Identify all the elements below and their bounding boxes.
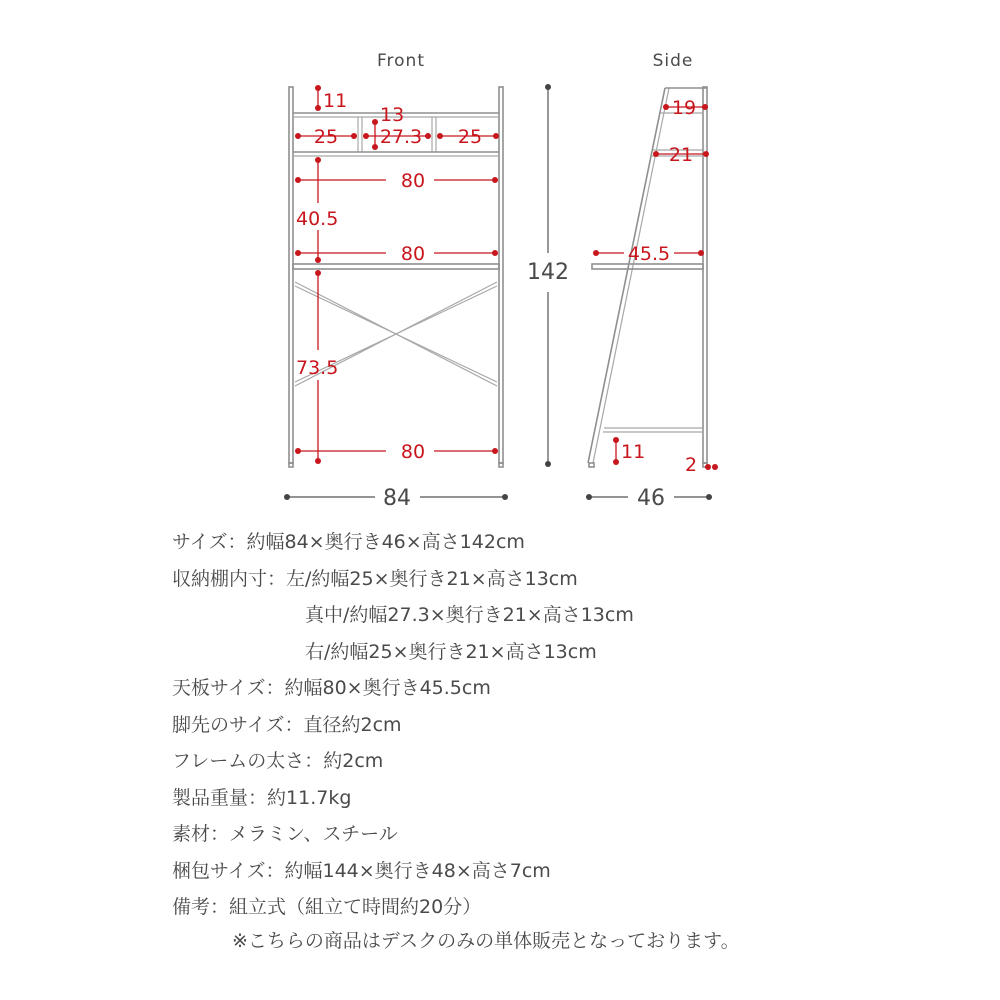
dim-desk-width: 80 <box>400 243 426 265</box>
overall-depth-dimension <box>586 486 712 511</box>
overall-width-dimension <box>284 486 508 511</box>
dim-cubby-left: 25 <box>313 126 339 148</box>
spec-value: 約11.7kg <box>267 786 352 809</box>
spec-size <box>172 524 972 561</box>
spec-label: 脚先のサイズ： <box>172 713 304 736</box>
spec-label: 備考： <box>172 896 230 918</box>
dim-upper-width: 80 <box>400 170 426 192</box>
dim-overall-height: 142 <box>527 260 569 285</box>
dim-bottom-width: 80 <box>400 441 426 463</box>
sale-note: ※こちらの商品はデスクのみの単体販売となっております。 <box>232 930 740 952</box>
spec-value: 約幅144×奥行き48×高さ7cm <box>284 859 551 882</box>
dim-top-gap: 11 <box>323 90 348 112</box>
dim-cubby-right: 25 <box>457 126 483 148</box>
spec-foot-size <box>172 707 972 744</box>
overall-height-dimension <box>527 84 569 467</box>
spec-value: 組立式（組立て時間約20分） <box>229 896 482 918</box>
spec-value: 約幅84×奥行き46×高さ142cm <box>246 531 525 553</box>
spec-value: 約2cm <box>323 750 384 772</box>
dim-top-depth: 19 <box>671 97 697 119</box>
side-view-label: Side <box>652 51 694 71</box>
dim-foot-height: 11 <box>621 441 646 463</box>
spec-label: 製品重量： <box>172 786 268 809</box>
spec-storage-left <box>172 561 972 598</box>
spec-storage-center <box>172 597 972 634</box>
spec-storage-right <box>172 634 972 671</box>
dim-foot-diameter: 2 <box>685 454 698 476</box>
dim-lower-height: 73.5 <box>296 357 339 379</box>
spec-label: 収納棚内寸： <box>172 567 287 590</box>
dim-cubby-center: 27.3 <box>379 126 423 148</box>
dim-cubby-depth: 21 <box>668 144 694 166</box>
dim-desk-depth: 45.5 <box>627 243 671 265</box>
spec-tabletop <box>172 670 972 707</box>
spec-package-size <box>172 853 972 890</box>
side-dimension-marks <box>593 97 718 476</box>
spec-value: 真中/約幅27.3×奥行き21×高さ13cm <box>305 604 634 626</box>
spec-weight <box>172 780 972 817</box>
spec-label: フレームの太さ： <box>172 750 324 772</box>
spec-value: メラミン、スチール <box>229 823 398 845</box>
spec-remarks <box>172 889 972 926</box>
front-dimension-marks <box>295 85 499 464</box>
spec-frame-thickness <box>172 743 972 780</box>
spec-label: 天板サイズ： <box>172 677 285 699</box>
front-view-label: Front <box>377 51 425 71</box>
spec-label: 素材： <box>172 823 230 845</box>
spec-label: サイズ： <box>172 531 247 553</box>
spec-value: 左/約幅25×奥行き21×高さ13cm <box>286 567 578 590</box>
spec-label: 梱包サイズ： <box>172 859 285 882</box>
spec-list <box>172 524 972 926</box>
spec-value: 約幅80×奥行き45.5cm <box>284 677 491 699</box>
spec-value: 右/約幅25×奥行き21×高さ13cm <box>305 640 597 663</box>
dim-upper-height: 40.5 <box>296 208 339 230</box>
dim-cubby-height: 13 <box>380 104 405 126</box>
spec-material <box>172 816 972 853</box>
spec-value: 直径約2cm <box>303 713 402 736</box>
dim-overall-depth: 46 <box>637 486 665 511</box>
dim-overall-width: 84 <box>383 486 411 511</box>
